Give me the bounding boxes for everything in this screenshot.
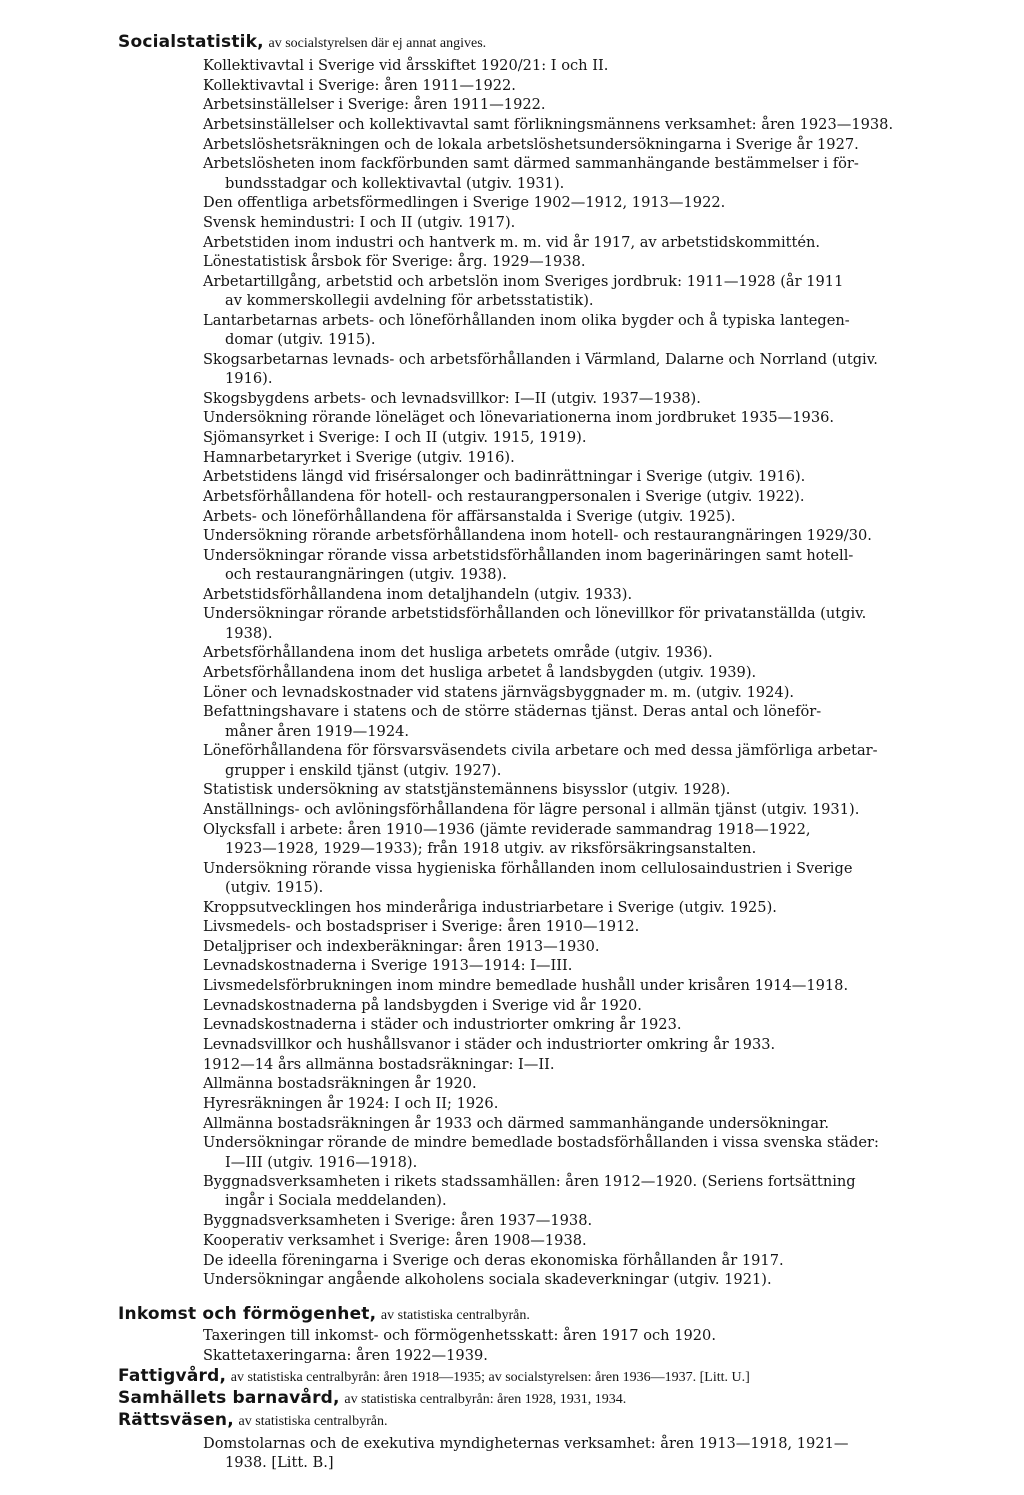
list-item bbox=[203, 741, 915, 780]
list-item: Skattetaxeringarna: åren 1922—1939. bbox=[203, 1347, 488, 1364]
list-item bbox=[203, 252, 915, 271]
item-line: Allmänna bostadsräkningen år 1933 och därmed sammanhängande undersökningar. bbox=[203, 1114, 830, 1132]
item-line: Hamnarbetaryrket i Sverige (utgiv. 1916). bbox=[203, 448, 515, 466]
item-line: Arbetsinställelser och kollektivavtal samt förlikningsmännens verksamhet: åren 1923—1938. bbox=[203, 116, 894, 133]
list-item bbox=[203, 1211, 915, 1230]
list-item bbox=[203, 702, 915, 741]
item-line: De ideella föreningarna i Sverige och deras ekonomiska förhållanden år 1917. bbox=[203, 1251, 784, 1269]
item-line: Byggnadsverksamheten i rikets stadssamhällen: åren 1912—1920. (Seriens fortsättning bbox=[203, 1173, 856, 1191]
section-heading-barnavard bbox=[118, 1389, 626, 1409]
item-line: Undersökningar angående alkoholens sociala skadeverkningar (utgiv. 1921). bbox=[203, 1271, 772, 1289]
item-line: Arbetstidens längd vid frisérsalonger och badinrättningar i Sverige (utgiv. 1916). bbox=[203, 468, 806, 486]
item-line: Detaljpriser och indexberäkningar: åren 1913—1930. bbox=[203, 937, 600, 955]
list-item bbox=[203, 1172, 915, 1211]
item-line: Löneförhållandena för försvarsväsendets civila arbetare och med dessa jämförliga arbetar- bbox=[203, 742, 878, 760]
item-continuation: 1923—1928, 1929—1933); från 1918 utgiv. av riksförsäkringsanstalten. bbox=[225, 839, 757, 857]
item-line: Löner och levnadskostnader vid statens järnvägsbyggnader m. m. (utgiv. 1924). bbox=[203, 683, 795, 701]
item-line: Kollektivavtal i Sverige vid årsskiftet 1920/21: I och II. bbox=[203, 57, 609, 74]
list-item bbox=[203, 76, 915, 95]
list-item bbox=[203, 56, 915, 75]
section-heading-rattsvasen bbox=[118, 1411, 387, 1431]
list-item bbox=[203, 1133, 915, 1172]
item-line: Undersökning rörande arbetsförhållandena inom hotell- och restaurangnäringen 1929/30. bbox=[203, 527, 872, 545]
list-item bbox=[203, 213, 915, 232]
list-item bbox=[203, 898, 915, 917]
section-title: Samhällets barnavård, bbox=[118, 1388, 340, 1408]
list-item bbox=[203, 448, 915, 467]
item-line: Undersökning rörande löneläget och lönevariationerna inom jordbruket 1935—1936. bbox=[203, 409, 835, 427]
section-note: av statistiska centralbyrån: åren 1928, 1931, 1934. bbox=[344, 1392, 627, 1407]
section-note: av statistiska centralbyrån. bbox=[238, 1414, 388, 1429]
section-note: av statistiska centralbyrån. bbox=[380, 1308, 530, 1323]
list-item bbox=[203, 917, 915, 936]
item-line: Arbetstidsförhållandena inom detaljhandeln (utgiv. 1933). bbox=[203, 585, 633, 603]
list-item bbox=[203, 546, 915, 585]
list-item bbox=[203, 663, 915, 682]
list-item bbox=[203, 1074, 915, 1093]
item-line: Arbets- och löneförhållandena för affärsanstalda i Sverige (utgiv. 1925). bbox=[203, 507, 736, 525]
item-line: Undersökningar rörande vissa arbetstidsförhållanden inom bagerinäringen samt hotell- bbox=[203, 546, 854, 564]
list-item bbox=[203, 193, 915, 212]
item-line: Anställnings- och avlöningsförhållandena för lägre personal i allmän tjänst (utgiv. 1931). bbox=[203, 800, 860, 818]
section-title: Inkomst och förmögenhet, bbox=[118, 1304, 377, 1324]
item-line: Levnadskostnaderna på landsbygden i Sverige vid år 1920. bbox=[203, 996, 642, 1014]
list-item bbox=[203, 1055, 915, 1074]
list-item bbox=[203, 350, 915, 389]
item-line: Arbetstiden inom industri och hantverk m. m. vid år 1917, av arbetstidskommittén. bbox=[203, 233, 821, 251]
item-line: 1912—14 års allmänna bostadsräkningar: I—II. bbox=[203, 1055, 555, 1073]
item-line: Levnadsvillkor och hushållsvanor i städer och industriorter omkring år 1933. bbox=[203, 1036, 776, 1053]
item-continuation: 1938. [Litt. B.] bbox=[225, 1454, 334, 1472]
item-line: Kroppsutvecklingen hos minderåriga industriarbetare i Sverige (utgiv. 1925). bbox=[203, 898, 777, 916]
section-title: Fattigvård, bbox=[118, 1366, 227, 1386]
list-item bbox=[203, 408, 915, 427]
list-item bbox=[203, 272, 915, 311]
list-item bbox=[203, 859, 915, 898]
section-note: av socialstyrelsen där ej annat angives. bbox=[268, 36, 487, 51]
item-continuation: grupper i enskild tjänst (utgiv. 1927). bbox=[225, 761, 502, 779]
item-line: Byggnadsverksamheten i Sverige: åren 1937—1938. bbox=[203, 1212, 593, 1230]
list-item bbox=[203, 1114, 915, 1133]
item-line: Arbetsförhållandena för hotell- och restaurangpersonalen i Sverige (utgiv. 1922). bbox=[203, 487, 805, 505]
item-line: Domstolarnas och de exekutiva myndigheternas verksamhet: åren 1913—1918, 1921— bbox=[203, 1435, 849, 1452]
item-line: Hyresräkningen år 1924: I och II; 1926. bbox=[203, 1095, 499, 1112]
section-title: Socialstatistik, bbox=[118, 32, 264, 52]
list-item bbox=[203, 507, 915, 526]
item-line: Arbetsförhållandena inom det husliga arbetet å landsbygden (utgiv. 1939). bbox=[203, 664, 757, 681]
item-line: Arbetartillgång, arbetstid och arbetslön inom Sveriges jordbruk: 1911—1928 (år 1911 bbox=[203, 272, 844, 290]
item-continuation: bundsstadgar och kollektivavtal (utgiv. 1931). bbox=[225, 174, 565, 192]
item-line: Sjömansyrket i Sverige: I och II (utgiv. 1915, 1919). bbox=[203, 428, 587, 446]
item-line: Levnadskostnaderna i städer och industriorter omkring år 1923. bbox=[203, 1016, 682, 1034]
section-heading-fattigvard bbox=[118, 1367, 750, 1387]
item-line: Undersökning rörande vissa hygieniska förhållanden inom cellulosaindustrien i Sverige bbox=[203, 859, 853, 877]
item-line: Skogsarbetarnas levnads- och arbetsförhållanden i Värmland, Dalarne och Norrland (utgiv. bbox=[203, 350, 878, 368]
item-line: Livsmedels- och bostadspriser i Sverige: åren 1910—1912. bbox=[203, 918, 640, 936]
item-continuation: och restaurangnäringen (utgiv. 1938). bbox=[225, 566, 507, 584]
list-item bbox=[203, 1094, 915, 1113]
list-item bbox=[203, 956, 915, 975]
list-item: Taxeringen till inkomst- och förmögenhetsskatt: åren 1917 och 1920. bbox=[203, 1327, 716, 1344]
list-item bbox=[203, 389, 915, 408]
list-item bbox=[203, 135, 915, 154]
list-item bbox=[203, 1015, 915, 1034]
list-item bbox=[203, 428, 915, 447]
item-continuation: måner åren 1919—1924. bbox=[225, 722, 410, 740]
list-item bbox=[203, 683, 915, 702]
item-continuation: av kommerskollegii avdelning för arbetsstatistik). bbox=[225, 292, 594, 310]
item-line: Olycksfall i arbete: åren 1910—1936 (jämte reviderade sammandrag 1918—1922, bbox=[203, 820, 811, 838]
list-item bbox=[203, 233, 915, 252]
item-line: Befattningshavare i statens och de större städernas tjänst. Deras antal och löneför- bbox=[203, 703, 822, 721]
section-heading-socialstatistik bbox=[118, 33, 486, 53]
item-line: Kollektivavtal i Sverige: åren 1911—1922. bbox=[203, 76, 516, 94]
item-continuation: 1938). bbox=[225, 624, 273, 642]
item-continuation: 1916). bbox=[225, 369, 273, 387]
list-item bbox=[203, 800, 915, 819]
item-line: Svensk hemindustri: I och II (utgiv. 1917). bbox=[203, 213, 516, 231]
item-line: Arbetsinställelser i Sverige: åren 1911—1922. bbox=[203, 96, 546, 114]
list-item bbox=[203, 937, 915, 956]
section-heading-inkomst bbox=[118, 1305, 530, 1325]
list-item bbox=[203, 976, 915, 995]
list-item bbox=[203, 1231, 915, 1250]
item-line: Allmänna bostadsräkningen år 1920. bbox=[203, 1075, 477, 1093]
item-line: Arbetslöshetsräkningen och de lokala arbetslöshetsundersökningarna i Sverige år 1927. bbox=[203, 135, 859, 153]
item-line: Undersökningar rörande de mindre bemedlade bostadsförhållanden i vissa svenska städer: bbox=[203, 1134, 879, 1152]
item-line: Skogsbygdens arbets- och levnadsvillkor: I—II (utgiv. 1937—1938). bbox=[203, 389, 701, 407]
list-item bbox=[203, 996, 915, 1015]
list-item bbox=[203, 526, 915, 545]
item-line: Lönestatistisk årsbok för Sverige: årg. 1929—1938. bbox=[203, 253, 586, 271]
item-continuation: domar (utgiv. 1915). bbox=[225, 331, 376, 349]
list-item bbox=[203, 585, 915, 604]
list-item bbox=[203, 1270, 915, 1289]
item-continuation: (utgiv. 1915). bbox=[225, 878, 324, 896]
list-item bbox=[203, 604, 915, 643]
section-title: Rättsväsen, bbox=[118, 1410, 234, 1430]
list-item bbox=[203, 311, 915, 350]
item-line: Arbetslösheten inom fackförbunden samt därmed sammanhängande bestämmelser i för- bbox=[203, 155, 859, 173]
list-item bbox=[203, 643, 915, 662]
item-continuation: ingår i Sociala meddelanden). bbox=[225, 1192, 447, 1210]
list-item bbox=[203, 154, 915, 193]
list-item bbox=[203, 1251, 915, 1270]
item-line: Levnadskostnaderna i Sverige 1913—1914: I—III. bbox=[203, 957, 573, 975]
list-item bbox=[203, 1434, 915, 1473]
list-item bbox=[203, 1035, 915, 1054]
item-line: Kooperativ verksamhet i Sverige: åren 1908—1938. bbox=[203, 1231, 587, 1249]
item-continuation: I—III (utgiv. 1916—1918). bbox=[225, 1153, 418, 1171]
list-item bbox=[203, 487, 915, 506]
list-item bbox=[203, 115, 915, 134]
item-line: Den offentliga arbetsförmedlingen i Sverige 1902—1912, 1913—1922. bbox=[203, 194, 726, 212]
list-item bbox=[203, 467, 915, 486]
item-line: Undersökningar rörande arbetstidsförhållanden och lönevillkor för privatanställda (utgiv. bbox=[203, 605, 867, 623]
list-item bbox=[203, 780, 915, 799]
list-item bbox=[203, 820, 915, 859]
item-line: Statistisk undersökning av statstjänstemännens bisysslor (utgiv. 1928). bbox=[203, 781, 731, 799]
item-line: Livsmedelsförbrukningen inom mindre bemedlade hushåll under krisåren 1914—1918. bbox=[203, 977, 849, 994]
section-note: av statistiska centralbyrån: åren 1918—1935; av socialstyrelsen: åren 1936—1937. [Litt. U.] bbox=[230, 1370, 750, 1385]
item-line: Arbetsförhållandena inom det husliga arbetets område (utgiv. 1936). bbox=[203, 644, 713, 662]
list-item bbox=[203, 95, 915, 114]
item-line: Lantarbetarnas arbets- och löneförhållanden inom olika bygder och å typiska lantegen- bbox=[203, 311, 850, 329]
